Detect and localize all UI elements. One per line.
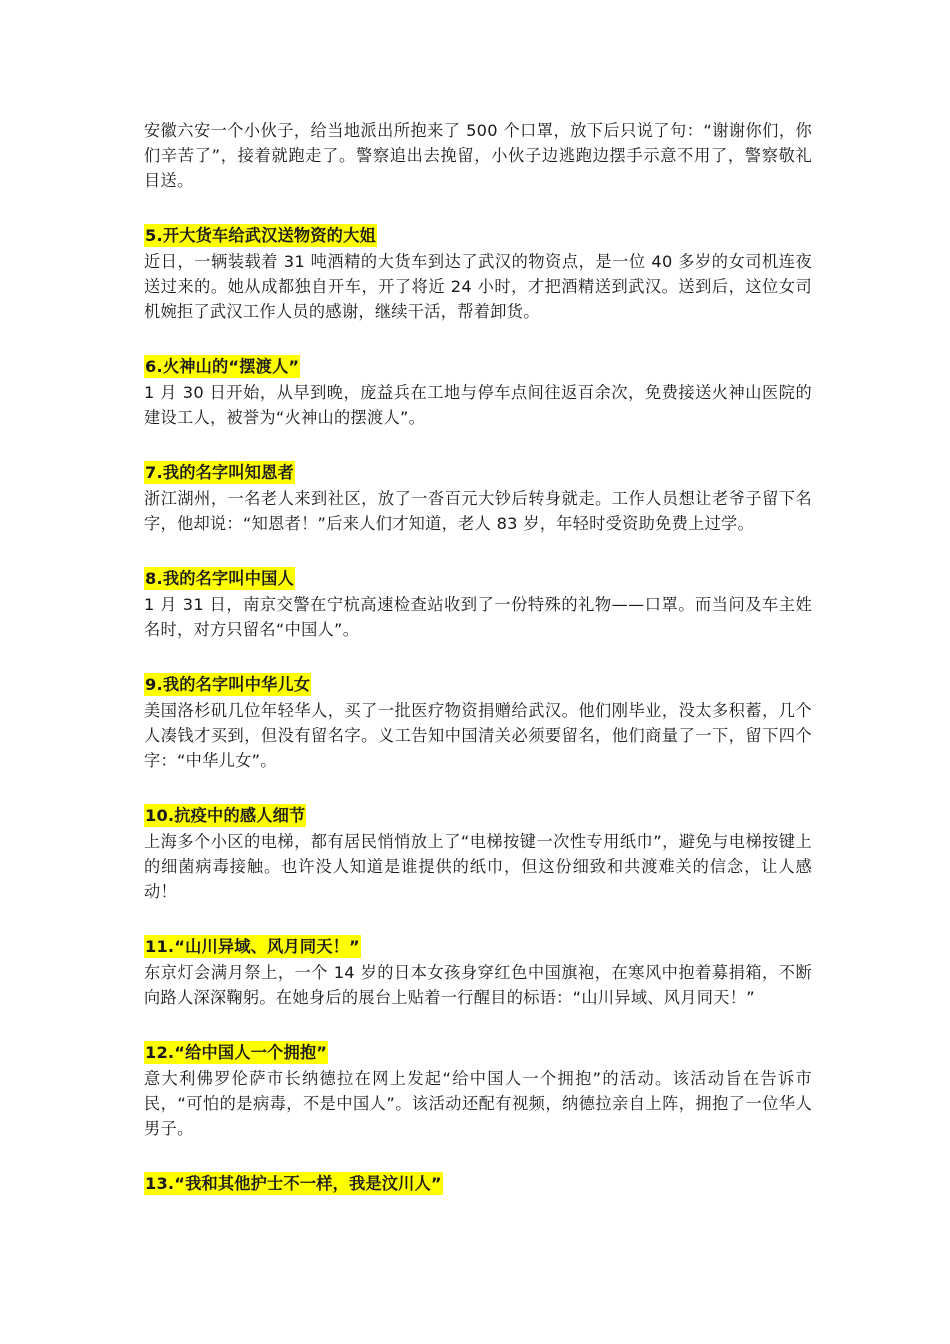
section-body: 浙江湖州，一名老人来到社区，放了一沓百元大钞后转身就走。工作人员想让老爷子留下名字，他却说：“知恩者！”后来人们才知道，老人 83 岁，年轻时受资助免费上过学。	[144, 489, 812, 533]
story-section-6	[144, 355, 812, 430]
intro-paragraph: 安徽六安一个小伙子，给当地派出所抱来了 500 个口罩，放下后只说了句：“谢谢你们，你们辛苦了”，接着就跑走了。警察追出去挽留，小伙子边逃跑边摆手示意不用了，警察敬礼目送。	[144, 121, 812, 190]
section-heading: 13.“我和其他护士不一样，我是汶川人”	[145, 1174, 442, 1193]
story-section-11	[144, 935, 812, 1010]
section-heading: 5.开大货车给武汉送物资的大姐	[145, 226, 376, 245]
story-section-8	[144, 567, 812, 642]
section-heading: 11.“山川异域、风月同天！”	[145, 937, 360, 956]
section-heading: 10.抗疫中的感人细节	[145, 806, 306, 825]
story-section-10	[144, 804, 812, 904]
section-body: 上海多个小区的电梯，都有居民悄悄放上了“电梯按键一次性专用纸巾”，避免与电梯按键上的细菌病毒接触。也许没人知道是谁提供的纸巾，但这份细致和共渡难关的信念，让人感动！	[144, 832, 812, 901]
story-section-9	[144, 673, 812, 773]
section-heading: 8.我的名字叫中国人	[145, 569, 294, 588]
section-heading: 9.我的名字叫中华儿女	[145, 675, 311, 694]
section-body: 1 月 31 日，南京交警在宁杭高速检查站收到了一份特殊的礼物——口罩。而当问及车主姓名时，对方只留名“中国人”。	[144, 595, 812, 639]
story-section-7	[144, 461, 812, 536]
section-body: 1 月 30 日开始，从早到晚，庞益兵在工地与停车点间往返百余次，免费接送火神山医院的建设工人，被誉为“火神山的摆渡人”。	[144, 383, 812, 427]
section-body: 近日，一辆装载着 31 吨酒精的大货车到达了武汉的物资点，是一位 40 多岁的女司机连夜送过来的。她从成都独自开车，开了将近 24 小时，才把酒精送到武汉。送到后，这位女司机婉拒了武汉工作人员的感谢，继续干活，帮着卸货。	[144, 252, 812, 321]
section-heading: 12.“给中国人一个拥抱”	[145, 1043, 328, 1062]
section-body: 意大利佛罗伦萨市长纳德拉在网上发起“给中国人一个拥抱”的活动。该活动旨在告诉市民，“可怕的是病毒，不是中国人”。该活动还配有视频，纳德拉亲自上阵，拥抱了一位华人男子。	[144, 1069, 812, 1138]
section-body: 美国洛杉矶几位年轻华人，买了一批医疗物资捐赠给武汉。他们刚毕业，没太多积蓄，几个人凑钱才买到，但没有留名字。义工告知中国清关必须要留名，他们商量了一下，留下四个字：“中华儿女”。	[144, 701, 812, 770]
document-page	[144, 118, 812, 1197]
story-section-5	[144, 224, 812, 324]
section-heading: 6.火神山的“摆渡人”	[145, 357, 300, 376]
story-section-13	[144, 1172, 812, 1197]
story-section-12	[144, 1041, 812, 1141]
section-heading: 7.我的名字叫知恩者	[145, 463, 294, 482]
section-body: 东京灯会满月祭上，一个 14 岁的日本女孩身穿红色中国旗袍，在寒风中抱着募捐箱，不断向路人深深鞠躬。在她身后的展台上贴着一行醒目的标语：“山川异域、风月同天！”	[144, 963, 812, 1007]
